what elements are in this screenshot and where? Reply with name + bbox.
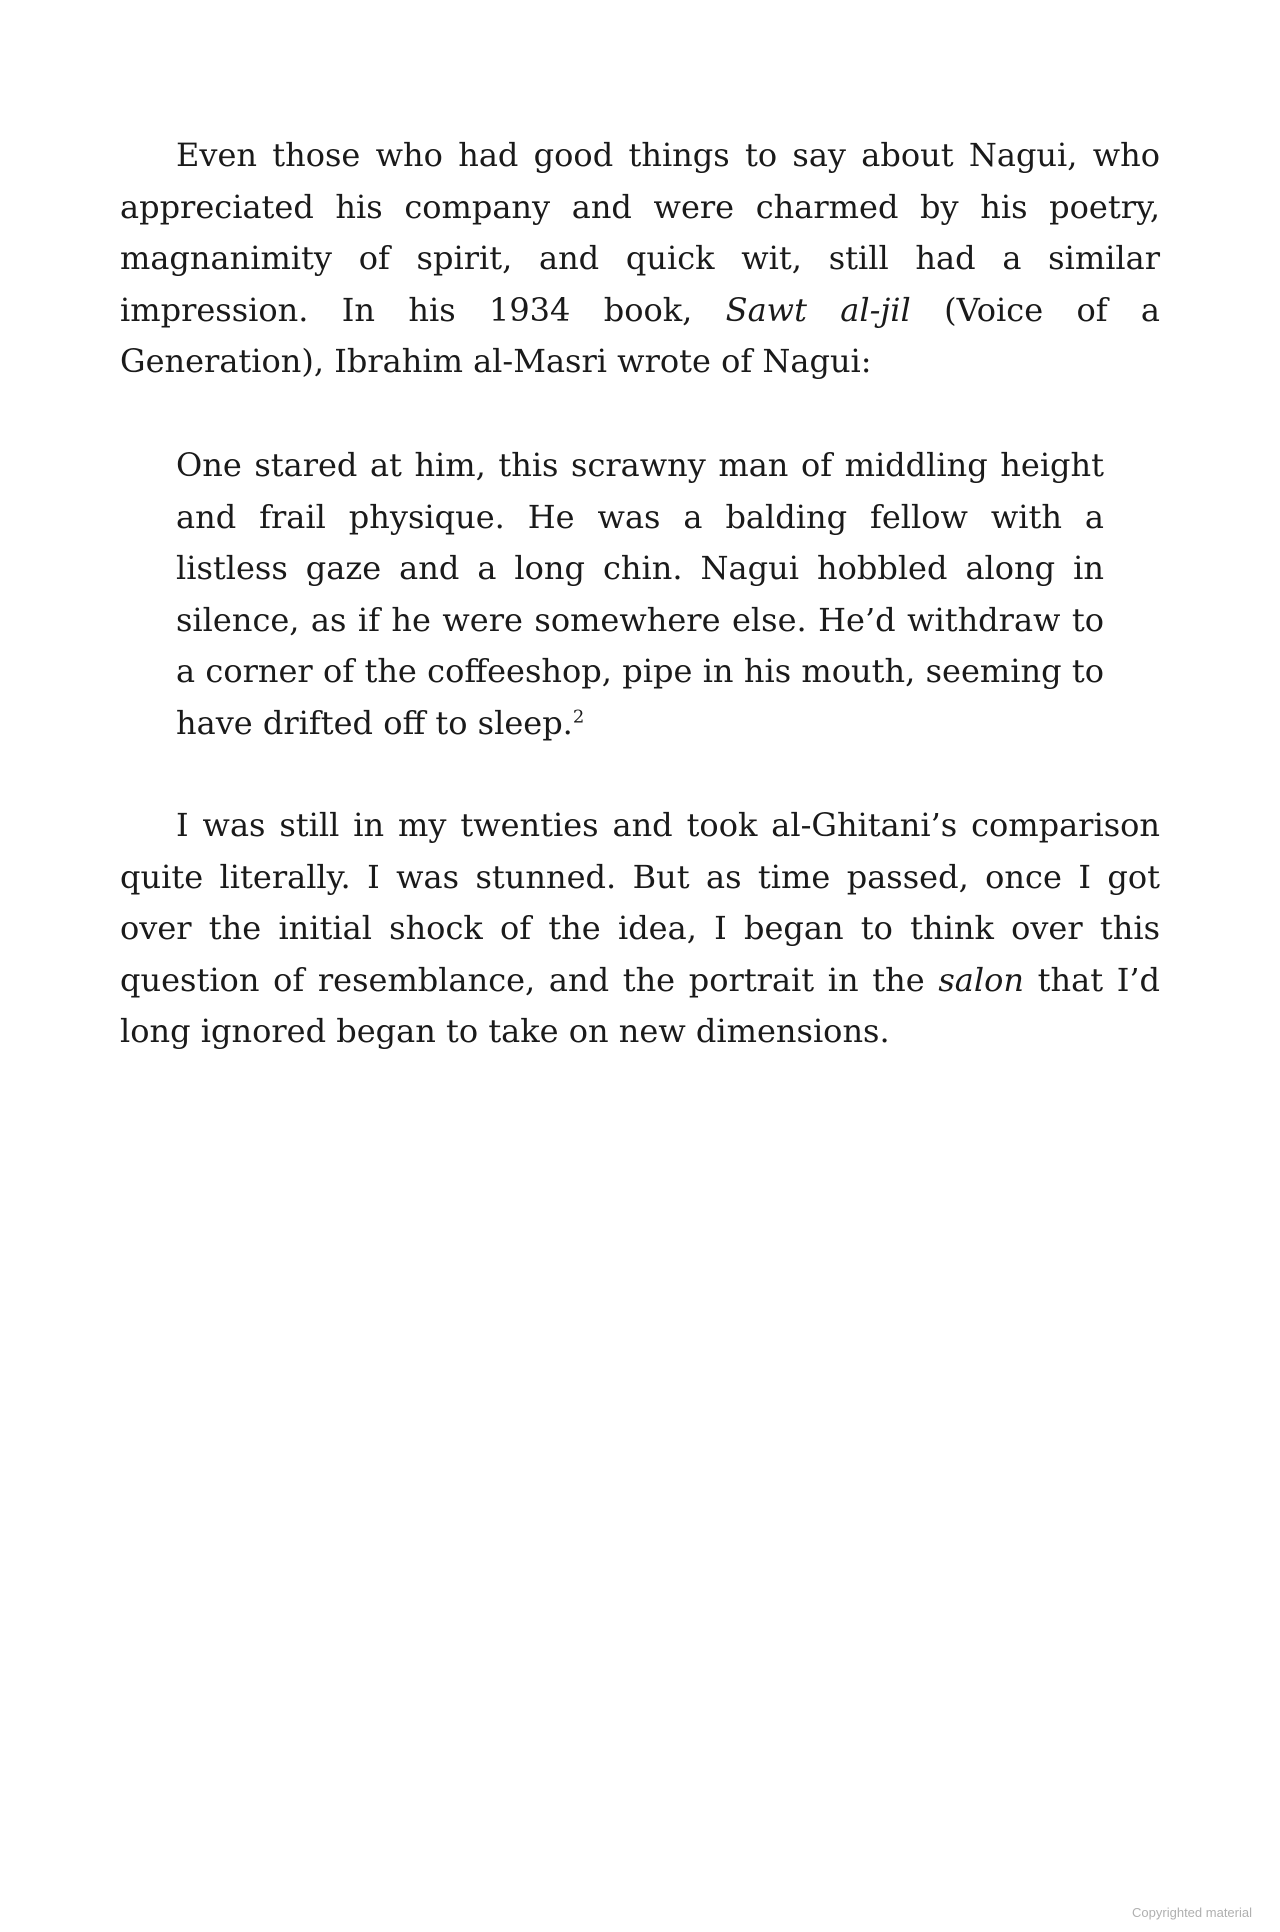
body-paragraph — [120, 800, 1160, 1058]
paragraph-text: I was still in my twenties and took al-Ghitani’s comparison quite literally. I was stunned. But as time passed, once I got over the initial shock of the idea, I began to think over this question of resemblance, and the portrait in the — [120, 806, 1160, 999]
paragraph-text: (Voice of a Generation), Ibrahim al-Masri wrote of Nagui: — [120, 290, 1161, 380]
footnote-reference[interactable]: 2 — [572, 705, 585, 727]
quote-text: One stared at him, this scrawny man of middling height and frail physique. He was a balding fellow with a listless gaze and a long chin. Nagui hobbled along in silence, as if he were somewhere else. He’d withdraw to a corner of the coffeeshop, pipe in his mouth, seeming to have drifted off to sleep. — [176, 446, 1104, 742]
paragraph-text: that I’d long ignored began to take on new dimensions. — [120, 960, 1161, 1050]
copyright-watermark: Copyrighted material — [1132, 1905, 1252, 1920]
paragraph-text: Even those who had good things to say about Nagui, who appreciated his company and were charmed by his poetry, magnanimity of spirit, and quick wit, still had a similar impression. In his 1934 book, — [120, 136, 1160, 329]
block-quote — [176, 440, 1104, 749]
salon-italic: salon — [938, 960, 1024, 999]
book-title-italic: Sawt al-jil — [725, 290, 911, 329]
body-paragraph — [120, 130, 1160, 388]
